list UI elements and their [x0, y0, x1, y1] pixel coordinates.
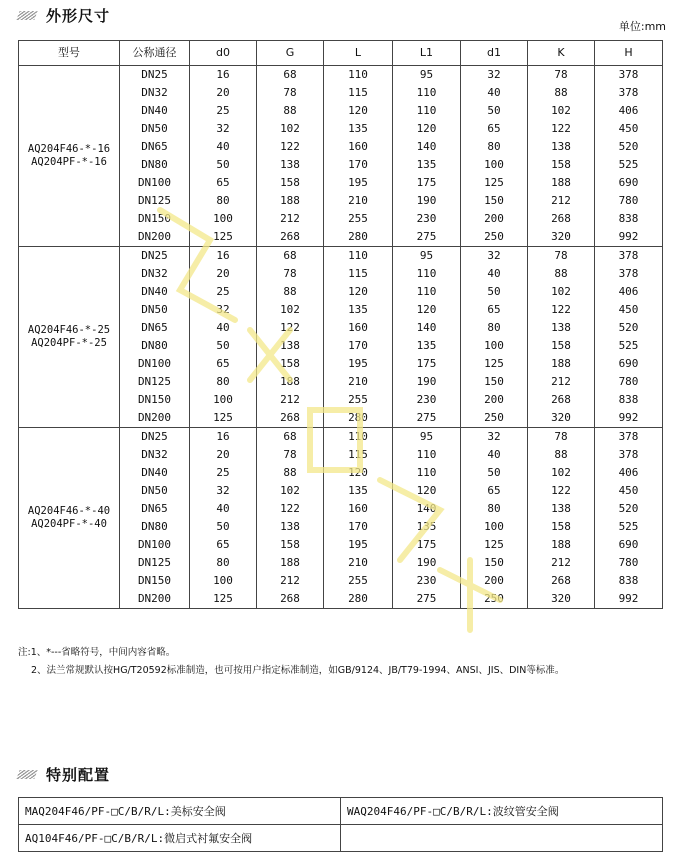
model-cell: [19, 428, 120, 609]
table-cell: 525: [595, 337, 663, 355]
table-cell: DN100: [120, 174, 190, 192]
table-cell: 120: [393, 120, 461, 138]
config-cell: AQ104F46/PF-□C/B/R/L:微启式衬氟安全阀: [19, 825, 341, 852]
table-cell: 125: [190, 409, 257, 428]
config-cell: [341, 825, 663, 852]
table-cell: 120: [324, 102, 393, 120]
table-cell: 95: [393, 247, 461, 266]
table-cell: DN32: [120, 265, 190, 283]
table-cell: 170: [324, 337, 393, 355]
note-1: 注:1、*---省略符号，中间内容省略。: [18, 647, 176, 658]
table-cell: 50: [190, 518, 257, 536]
section-header-dimensions: [18, 3, 110, 27]
table-cell: 88: [528, 446, 595, 464]
table-cell: 160: [324, 319, 393, 337]
table-cell: 122: [257, 500, 324, 518]
table-cell: DN200: [120, 590, 190, 609]
table-cell: 32: [461, 66, 528, 85]
table-cell: 188: [257, 554, 324, 572]
table-cell: DN150: [120, 391, 190, 409]
table-cell: 32: [461, 247, 528, 266]
model-line: AQ204PF-*-16: [31, 156, 107, 168]
table-cell: 102: [257, 120, 324, 138]
model-line: AQ204PF-*-40: [31, 518, 107, 530]
section-marker-icon: [16, 11, 37, 20]
table-cell: 250: [461, 590, 528, 609]
table-cell: 780: [595, 192, 663, 210]
config-cell: MAQ204F46/PF-□C/B/R/L:美标安全阀: [19, 798, 341, 825]
table-cell: 190: [393, 192, 461, 210]
table-cell: 110: [393, 84, 461, 102]
table-cell: 88: [528, 265, 595, 283]
table-cell: 158: [528, 156, 595, 174]
table-cell: 20: [190, 265, 257, 283]
table-cell: 450: [595, 301, 663, 319]
table-cell: 78: [257, 446, 324, 464]
table-cell: 780: [595, 554, 663, 572]
section-title-special-config: 特别配置: [46, 765, 111, 784]
table-cell: 690: [595, 174, 663, 192]
table-cell: 102: [528, 102, 595, 120]
model-line: AQ204PF-*-25: [31, 337, 107, 349]
table-cell: 175: [393, 355, 461, 373]
special-config-table: [18, 797, 663, 852]
table-cell: 115: [324, 84, 393, 102]
table-cell: 100: [461, 337, 528, 355]
table-cell: 406: [595, 464, 663, 482]
table-cell: 115: [324, 446, 393, 464]
table-cell: 320: [528, 590, 595, 609]
section-header-special-config: [18, 762, 110, 786]
header-cell: H: [595, 41, 663, 66]
table-cell: 195: [324, 536, 393, 554]
table-cell: DN125: [120, 192, 190, 210]
table-cell: 268: [257, 228, 324, 247]
table-cell: 210: [324, 192, 393, 210]
table-cell: DN150: [120, 572, 190, 590]
table-cell: 150: [461, 554, 528, 572]
section-title-dimensions: 外形尺寸: [46, 6, 111, 25]
table-cell: DN40: [120, 283, 190, 301]
table-cell: DN65: [120, 500, 190, 518]
table-cell: 138: [528, 319, 595, 337]
table-cell: 95: [393, 428, 461, 447]
table-cell: 690: [595, 536, 663, 554]
table-cell: 135: [324, 301, 393, 319]
table-cell: 992: [595, 590, 663, 609]
table-cell: 78: [528, 428, 595, 447]
table-cell: 80: [461, 500, 528, 518]
config-cell: WAQ204F46/PF-□C/B/R/L:波纹管安全阀: [341, 798, 663, 825]
table-cell: 125: [190, 228, 257, 247]
header-cell: d1: [461, 41, 528, 66]
header-cell: 公称通径: [120, 41, 190, 66]
table-cell: 80: [190, 373, 257, 391]
table-cell: 110: [393, 464, 461, 482]
table-cell: 50: [461, 464, 528, 482]
table-cell: 275: [393, 590, 461, 609]
table-cell: 690: [595, 355, 663, 373]
table-cell: 25: [190, 102, 257, 120]
table-cell: 188: [528, 174, 595, 192]
table-cell: 120: [324, 283, 393, 301]
table-cell: 25: [190, 283, 257, 301]
table-cell: 16: [190, 247, 257, 266]
table-cell: 32: [461, 428, 528, 447]
table-cell: 170: [324, 156, 393, 174]
table-cell: 120: [393, 301, 461, 319]
model-cell: [19, 66, 120, 247]
table-cell: 16: [190, 66, 257, 85]
table-cell: 100: [190, 391, 257, 409]
table-cell: 80: [190, 192, 257, 210]
table-cell: DN50: [120, 120, 190, 138]
table-cell: DN150: [120, 210, 190, 228]
header-cell: L1: [393, 41, 461, 66]
table-cell: 268: [528, 391, 595, 409]
table-cell: 190: [393, 554, 461, 572]
table-row: [19, 66, 663, 85]
notes: [18, 644, 564, 680]
table-cell: 78: [528, 247, 595, 266]
dimensions-table-body: [19, 66, 663, 609]
table-cell: 50: [461, 102, 528, 120]
table-cell: 210: [324, 373, 393, 391]
table-cell: DN80: [120, 518, 190, 536]
table-cell: 200: [461, 210, 528, 228]
table-cell: 140: [393, 500, 461, 518]
table-cell: DN200: [120, 409, 190, 428]
table-cell: DN80: [120, 156, 190, 174]
table-row: [19, 247, 663, 266]
table-cell: 115: [324, 265, 393, 283]
table-cell: 195: [324, 174, 393, 192]
table-cell: 110: [393, 446, 461, 464]
table-cell: 65: [461, 120, 528, 138]
header-cell: G: [257, 41, 324, 66]
table-cell: 125: [461, 536, 528, 554]
table-cell: 406: [595, 102, 663, 120]
table-cell: 188: [528, 536, 595, 554]
table-cell: 320: [528, 409, 595, 428]
table-row: [19, 428, 663, 447]
table-cell: 520: [595, 138, 663, 156]
table-cell: DN100: [120, 536, 190, 554]
table-cell: 110: [324, 428, 393, 447]
table-cell: 110: [393, 265, 461, 283]
table-cell: 122: [257, 138, 324, 156]
model-line: AQ204F46-*-16: [27, 143, 111, 155]
table-cell: DN25: [120, 66, 190, 85]
table-cell: 78: [528, 66, 595, 85]
table-cell: 158: [257, 174, 324, 192]
table-cell: 160: [324, 500, 393, 518]
table-cell: 212: [257, 210, 324, 228]
table-cell: DN200: [120, 228, 190, 247]
table-cell: 838: [595, 210, 663, 228]
table-cell: 170: [324, 518, 393, 536]
table-cell: DN65: [120, 319, 190, 337]
table-cell: 110: [393, 283, 461, 301]
table-cell: 406: [595, 283, 663, 301]
table-cell: 140: [393, 138, 461, 156]
table-cell: 135: [324, 482, 393, 500]
table-cell: 65: [461, 301, 528, 319]
table-cell: 158: [528, 518, 595, 536]
table-cell: 135: [393, 156, 461, 174]
table-cell: 520: [595, 500, 663, 518]
table-cell: 138: [257, 156, 324, 174]
table-cell: 78: [257, 84, 324, 102]
table-cell: DN40: [120, 102, 190, 120]
table-cell: 65: [190, 174, 257, 192]
section-marker-icon: [16, 770, 37, 779]
table-cell: 378: [595, 247, 663, 266]
table-cell: 378: [595, 428, 663, 447]
header-cell: L: [324, 41, 393, 66]
table-cell: 280: [324, 409, 393, 428]
table-cell: 125: [461, 355, 528, 373]
table-cell: 992: [595, 228, 663, 247]
config-row: [19, 825, 663, 852]
table-cell: 255: [324, 391, 393, 409]
table-cell: 268: [528, 572, 595, 590]
note-2: 2、法兰常规默认按HG/T20592标准制造，也可按用户指定标准制造，如GB/9124、JB/T79-1994、ANSI、JIS、DIN等标准。: [31, 665, 565, 676]
table-cell: 88: [257, 283, 324, 301]
table-cell: 40: [190, 138, 257, 156]
table-cell: 230: [393, 391, 461, 409]
table-cell: 450: [595, 482, 663, 500]
table-cell: DN40: [120, 464, 190, 482]
table-cell: 275: [393, 409, 461, 428]
table-cell: 280: [324, 228, 393, 247]
table-cell: 450: [595, 120, 663, 138]
table-cell: 190: [393, 373, 461, 391]
table-cell: 100: [190, 572, 257, 590]
table-cell: 158: [257, 536, 324, 554]
table-cell: 40: [461, 84, 528, 102]
table-cell: 50: [461, 283, 528, 301]
model-line: AQ204F46-*-25: [27, 324, 111, 336]
table-cell: 16: [190, 428, 257, 447]
table-cell: 280: [324, 590, 393, 609]
table-cell: DN32: [120, 446, 190, 464]
dimensions-table: [18, 40, 663, 609]
table-cell: 138: [528, 500, 595, 518]
table-cell: 268: [257, 409, 324, 428]
table-cell: 32: [190, 482, 257, 500]
table-cell: 88: [257, 102, 324, 120]
table-cell: 150: [461, 373, 528, 391]
table-cell: DN125: [120, 373, 190, 391]
table-cell: 40: [461, 446, 528, 464]
table-cell: 65: [190, 536, 257, 554]
table-cell: 838: [595, 391, 663, 409]
table-cell: 100: [461, 156, 528, 174]
table-cell: 195: [324, 355, 393, 373]
table-cell: 100: [190, 210, 257, 228]
table-cell: 160: [324, 138, 393, 156]
table-cell: 140: [393, 319, 461, 337]
table-cell: 40: [461, 265, 528, 283]
table-cell: 378: [595, 66, 663, 85]
table-cell: 268: [257, 590, 324, 609]
table-cell: 250: [461, 409, 528, 428]
table-cell: 102: [528, 464, 595, 482]
table-header-row: [19, 41, 663, 66]
table-cell: 110: [393, 102, 461, 120]
table-cell: DN50: [120, 482, 190, 500]
config-row: [19, 798, 663, 825]
table-cell: 122: [528, 482, 595, 500]
table-cell: DN100: [120, 355, 190, 373]
table-cell: 95: [393, 66, 461, 85]
model-cell: [19, 247, 120, 428]
table-cell: 78: [257, 265, 324, 283]
table-cell: 138: [257, 518, 324, 536]
table-cell: 68: [257, 66, 324, 85]
table-cell: 230: [393, 572, 461, 590]
table-cell: 175: [393, 174, 461, 192]
table-cell: 230: [393, 210, 461, 228]
table-cell: 122: [528, 301, 595, 319]
table-cell: 188: [257, 192, 324, 210]
table-cell: 200: [461, 572, 528, 590]
table-cell: DN32: [120, 84, 190, 102]
table-cell: 525: [595, 156, 663, 174]
table-cell: 102: [528, 283, 595, 301]
table-cell: 125: [461, 174, 528, 192]
header-cell: d0: [190, 41, 257, 66]
table-cell: 838: [595, 572, 663, 590]
table-cell: 212: [528, 373, 595, 391]
table-cell: 120: [393, 482, 461, 500]
table-cell: 175: [393, 536, 461, 554]
table-cell: 138: [257, 337, 324, 355]
table-cell: 120: [324, 464, 393, 482]
table-cell: 378: [595, 84, 663, 102]
table-cell: DN65: [120, 138, 190, 156]
table-cell: 65: [190, 355, 257, 373]
table-cell: 188: [528, 355, 595, 373]
table-cell: 268: [528, 210, 595, 228]
table-cell: 68: [257, 428, 324, 447]
table-cell: 102: [257, 482, 324, 500]
table-cell: 378: [595, 265, 663, 283]
table-cell: 50: [190, 337, 257, 355]
table-cell: 20: [190, 446, 257, 464]
table-cell: 992: [595, 409, 663, 428]
table-cell: 320: [528, 228, 595, 247]
table-cell: 50: [190, 156, 257, 174]
table-cell: 200: [461, 391, 528, 409]
table-cell: 212: [257, 572, 324, 590]
table-cell: 520: [595, 319, 663, 337]
table-cell: 255: [324, 572, 393, 590]
table-cell: 32: [190, 120, 257, 138]
table-cell: DN50: [120, 301, 190, 319]
table-cell: 122: [528, 120, 595, 138]
table-cell: 255: [324, 210, 393, 228]
table-cell: 80: [190, 554, 257, 572]
table-cell: 110: [324, 247, 393, 266]
table-cell: 212: [528, 554, 595, 572]
table-cell: 40: [190, 500, 257, 518]
table-cell: DN25: [120, 247, 190, 266]
table-cell: 88: [528, 84, 595, 102]
table-cell: 525: [595, 518, 663, 536]
table-cell: 20: [190, 84, 257, 102]
table-cell: 110: [324, 66, 393, 85]
table-cell: 40: [190, 319, 257, 337]
table-cell: 102: [257, 301, 324, 319]
table-cell: 780: [595, 373, 663, 391]
table-cell: 100: [461, 518, 528, 536]
table-cell: 135: [324, 120, 393, 138]
model-line: AQ204F46-*-40: [27, 505, 111, 517]
table-cell: 135: [393, 518, 461, 536]
table-cell: 212: [257, 391, 324, 409]
table-cell: DN25: [120, 428, 190, 447]
table-cell: 138: [528, 138, 595, 156]
header-cell: K: [528, 41, 595, 66]
table-cell: 125: [190, 590, 257, 609]
table-cell: 68: [257, 247, 324, 266]
table-cell: 210: [324, 554, 393, 572]
table-cell: DN125: [120, 554, 190, 572]
header-cell: 型号: [19, 41, 120, 66]
table-cell: 188: [257, 373, 324, 391]
table-cell: 158: [257, 355, 324, 373]
table-cell: 150: [461, 192, 528, 210]
table-cell: 378: [595, 446, 663, 464]
table-cell: 80: [461, 319, 528, 337]
table-cell: 212: [528, 192, 595, 210]
table-cell: 80: [461, 138, 528, 156]
table-cell: 122: [257, 319, 324, 337]
table-cell: 250: [461, 228, 528, 247]
unit-label: 单位:mm: [618, 20, 666, 33]
table-cell: 158: [528, 337, 595, 355]
table-cell: 88: [257, 464, 324, 482]
table-cell: 32: [190, 301, 257, 319]
table-cell: 65: [461, 482, 528, 500]
table-cell: DN80: [120, 337, 190, 355]
table-cell: 25: [190, 464, 257, 482]
table-cell: 275: [393, 228, 461, 247]
table-cell: 135: [393, 337, 461, 355]
